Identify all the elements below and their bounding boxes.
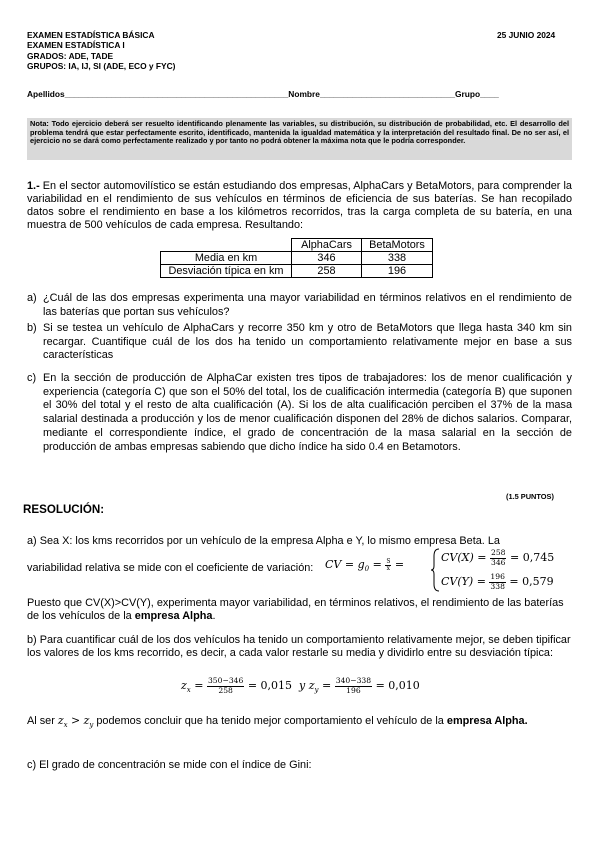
grupo-label: Grupo xyxy=(455,89,481,99)
stats-table xyxy=(160,238,433,278)
cv-x-den: 346 xyxy=(490,557,506,567)
problem-number: 1.- xyxy=(27,180,40,192)
table-header-row xyxy=(161,239,433,252)
cv-formula: CV = $g_0$ = $\frac{S}{x̄}$ = xyxy=(325,557,405,574)
question-text: En la sección de producción de AlphaCar existen tres tipos de trabajadores: los de menor cualificación y experiencia (categoría C) que son el 50% del total, los de cualificación intermedia (categoría B) que suponen el 30% del total y el resto de alta cualificación (A). Si los de alta cualificación perciben el 37% de la masa salarial destinada a producción y los de menor cualificación disponen del 28% de dichos salarios. Comparar, mediante el correspondiente índice, el grado de concentración de la masa salarial en la sección de producción de ambas empresas sabiendo que dicho índice ha sido 0.4 en Betamotors. xyxy=(43,372,572,453)
conclusion-b-strong: empresa Alpha. xyxy=(446,715,528,727)
exam-title-2: EXAMEN ESTADÍSTICA I xyxy=(27,40,125,51)
problem-statement xyxy=(27,180,572,232)
question-marker: a) xyxy=(27,292,37,304)
conclusion-a-end: . xyxy=(212,610,216,623)
question-marker: c) xyxy=(27,372,37,384)
conclusion-a-text: Puesto que CV(X)>CV(Y), experimenta mayor variabilidad, en términos relativos, el rendimiento de las baterías de los vehículos de la xyxy=(27,597,564,623)
cv-y-den: 338 xyxy=(490,581,505,591)
table-header-cell: AlphaCars xyxy=(292,239,362,252)
grupo-blank: ____ xyxy=(480,89,499,99)
curly-brace xyxy=(431,548,441,592)
question-text: Si se testea un vehículo de AlphaCars y recorre 350 km y otro de BetaMotors que llega hasta 340 km sin recargar. Cuantifique cuál de los dos ha tenido un comportamiento relativamente mejor en base a sus características xyxy=(43,322,572,362)
table-cell: 196 xyxy=(362,265,433,278)
exam-title-1: EXAMEN ESTADÍSTICA BÁSICA xyxy=(27,30,155,40)
cv-x-line: CV(X) = $\frac{258}{346}$ = 0,745 xyxy=(441,548,555,567)
zy-result: = 0,010 xyxy=(375,679,420,692)
zx-num: 350−346 xyxy=(207,676,244,685)
exam-groups: GRUPOS: IA, IJ, SI (ADE, ECO y FYC) xyxy=(27,61,176,72)
nombre-blank: _____________________________ xyxy=(319,89,456,99)
resolution-a-conclusion xyxy=(27,597,572,623)
cv-y-result: = 0,579 xyxy=(509,575,554,588)
table-cell: 338 xyxy=(362,252,433,265)
table-row xyxy=(161,265,433,278)
cv-y-line: CV(Y) = $\frac{196}{338}$ = 0,579 xyxy=(441,572,554,591)
zy-num: 340−338 xyxy=(335,676,372,685)
table-cell: 346 xyxy=(292,252,362,265)
apellidos-label: Apellidos xyxy=(27,89,65,99)
points-label: (1.5 PUNTOS) xyxy=(506,492,554,501)
table-row-label: Desviación típica en km xyxy=(161,265,292,278)
z-comparison: $z_x > z_y$ xyxy=(57,714,94,730)
exam-degrees: GRADOS: ADE, TADE xyxy=(27,50,114,61)
cv-x-result: = 0,745 xyxy=(509,551,555,564)
instructions-note xyxy=(27,118,572,160)
question-text: ¿Cuál de las dos empresas experimenta una mayor variabilidad en términos relativos en el rendimiento de las baterías que portan sus vehículos? xyxy=(43,292,572,318)
conclusion-b-text: podemos concluir que ha tenido mejor comportamiento el vehículo de la xyxy=(96,715,447,727)
resolution-a-line2: variabilidad relativa se mide con el coeficiente de variación: xyxy=(27,562,314,574)
zx-result: = 0,015 xyxy=(247,679,293,692)
cv-x-num: 258 xyxy=(490,548,506,557)
question-a xyxy=(27,292,572,319)
resolution-title: RESOLUCIÓN: xyxy=(23,503,105,516)
instructions-text: Nota: Todo ejercicio deberá ser resuelto identificando plenamente las variables, su distribución, su distribución de probabilidad, etc. El desarrollo del problema tendrá que estar perfectamente escrito, identificado, mantenida la igualdad matemática y la interpretación del resultado final. De no ser así, el ejercicio no se dará como perfectamente realizado y por tanto no podrá obtener la máxima nota que le podría corresponder. xyxy=(30,119,569,146)
table-corner xyxy=(161,239,292,252)
table-cell: 258 xyxy=(292,265,362,278)
resolution-a-line1: a) Sea X: los kms recorridos por un vehículo de la empresa Alpha e Y, lo mismo empresa Beta. La xyxy=(27,535,500,547)
problem-intro: En el sector automovilístico se están estudiando dos empresas, AlphaCars y BetaMotors, para comprender la variabilidad en el rendimiento de sus vehículos en términos de eficiencia de sus baterías. Se han recopilado datos sobre el rendimiento en base a los kilómetros recorridos, tras la carga completa de su batería, en una muestra de 500 vehículos de cada empresa. Resultando: xyxy=(27,180,572,232)
zx-den: 258 xyxy=(218,685,233,695)
nombre-label: Nombre xyxy=(288,89,320,99)
question-b xyxy=(27,322,572,363)
table-header-cell: BetaMotors xyxy=(362,239,433,252)
table-row-label: Media en km xyxy=(161,252,292,265)
conclusion-a-strong: empresa Alpha xyxy=(134,610,213,623)
z-formulas: $z_x$ = $\frac{350-346}{258}$ = 0,015 y $z_y$ = $\frac{340-338}{196}$ = 0,010 xyxy=(181,676,420,695)
zy-den: 196 xyxy=(346,685,361,695)
question-marker: b) xyxy=(27,322,37,334)
question-c xyxy=(27,372,572,454)
resolution-b-conclusion: Al ser $z_x > z_y$ podemos concluir que ha tenido mejor comportamiento el vehículo de la empresa Alpha. xyxy=(27,714,528,730)
table-row xyxy=(161,252,433,265)
cv-y-num: 196 xyxy=(490,572,505,581)
resolution-c-text: c) El grado de concentración se mide con el índice de Gini: xyxy=(27,759,312,771)
student-info-line xyxy=(27,89,499,99)
exam-header xyxy=(27,30,175,72)
resolution-b-text: b) Para cuantificar cuál de los dos vehículos ha tenido un comportamiento relativamente mejor, se deben tipificar los valores de los kms recorrido, es decir, a cada valor restarle su media y dividirlo entre su desviación típica: xyxy=(27,634,571,660)
apellidos-blank: ________________________________________________ xyxy=(64,89,289,99)
exam-date: 25 JUNIO 2024 xyxy=(497,30,556,40)
